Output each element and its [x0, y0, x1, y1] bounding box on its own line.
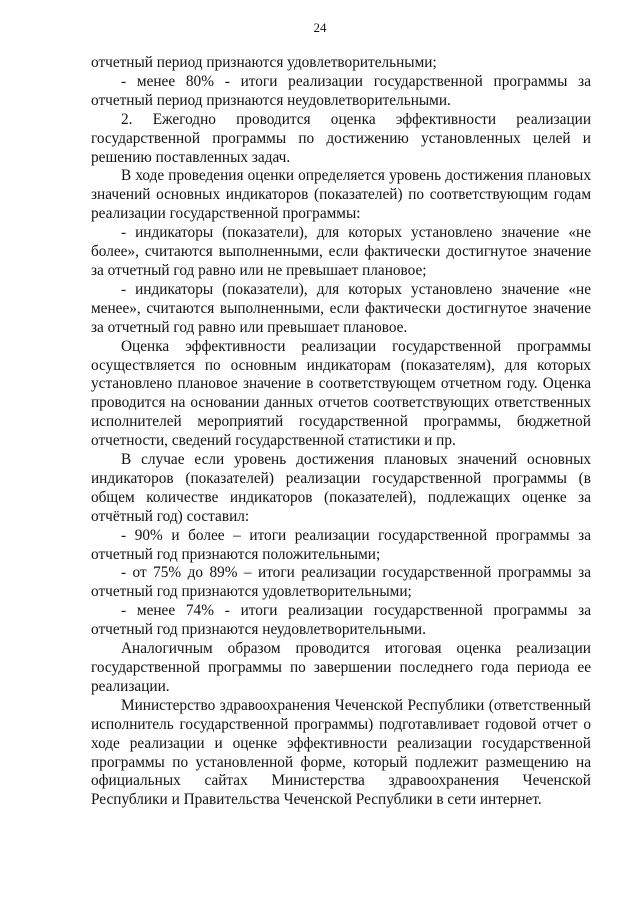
paragraph-1: отчетный период признаются удовлетворительными; — [91, 54, 437, 71]
paragraph-6: - индикаторы (показатели), для которых установлено значение «не менее», считаются выполненными, если фактически достигнутое значение за отчетный год равно или превышает плановое. — [91, 280, 591, 336]
paragraph-9: - 90% и более – итоги реализации государственной программы за отчетный год признаются положительными; — [91, 526, 591, 563]
paragraph-4: В ходе проведения оценки определяется уровень достижения плановых значений основных индикаторов (показателей) по соответствующим годам реализации государственной программы: — [91, 167, 591, 223]
page-number: 24 — [313, 20, 327, 35]
paragraph-13: Министерство здравоохранения Чеченской Республики (ответственный исполнитель государственной программы) подготавливает годовой отчет о ходе реализации и оценке эффективности реализации государственной программы по установленной форме, который подлежит размещению на официальных сайтах Министерства здравоохранения Чеченской Республики и Правительства Чеченской Республики в сети интернет. — [91, 696, 591, 809]
paragraph-8: В случае если уровень достижения плановых значений основных индикаторов (показателей) реализации государственной программы (в общем количестве индикаторов (показателей), подлежащих оценке за отчётный год) составил: — [91, 451, 591, 525]
document-body — [91, 54, 591, 810]
paragraph-5: - индикаторы (показатели), для которых установлено значение «не более», считаются выполненными, если фактически достигнутое значение за отчетный год равно или не превышает плановое; — [91, 224, 591, 279]
paragraph-12: Аналогичным образом проводится итоговая оценка реализации государственной программы по завершении последнего года периода ее реализации. — [91, 640, 591, 695]
paragraph-7: Оценка эффективности реализации государственной программы осуществляется по основным индикаторам (показателям), для которых установлено плановое значение в соответствующем отчетном году. Оценка проводится на основании данных отчетов соответствующих ответственных исполнителей мероприятий государственной программы, бюджетной отчетности, сведений государственной статистики и пр. — [91, 337, 591, 450]
paragraph-3: 2. Ежегодно проводится оценка эффективности реализации государственной программы по достижению установленных целей и решению поставленных задач. — [91, 110, 591, 166]
paragraph-11: - менее 74% - итоги реализации государственной программы за отчетный год признаются неудовлетворительными. — [91, 602, 591, 639]
paragraph-2: - менее 80% - итоги реализации государственной программы за отчетный период признаются неудовлетворительными. — [91, 72, 591, 109]
paragraph-10: - от 75% до 89% – итоги реализации государственной программы за отчетный год признаются удовлетворительными; — [91, 564, 591, 601]
